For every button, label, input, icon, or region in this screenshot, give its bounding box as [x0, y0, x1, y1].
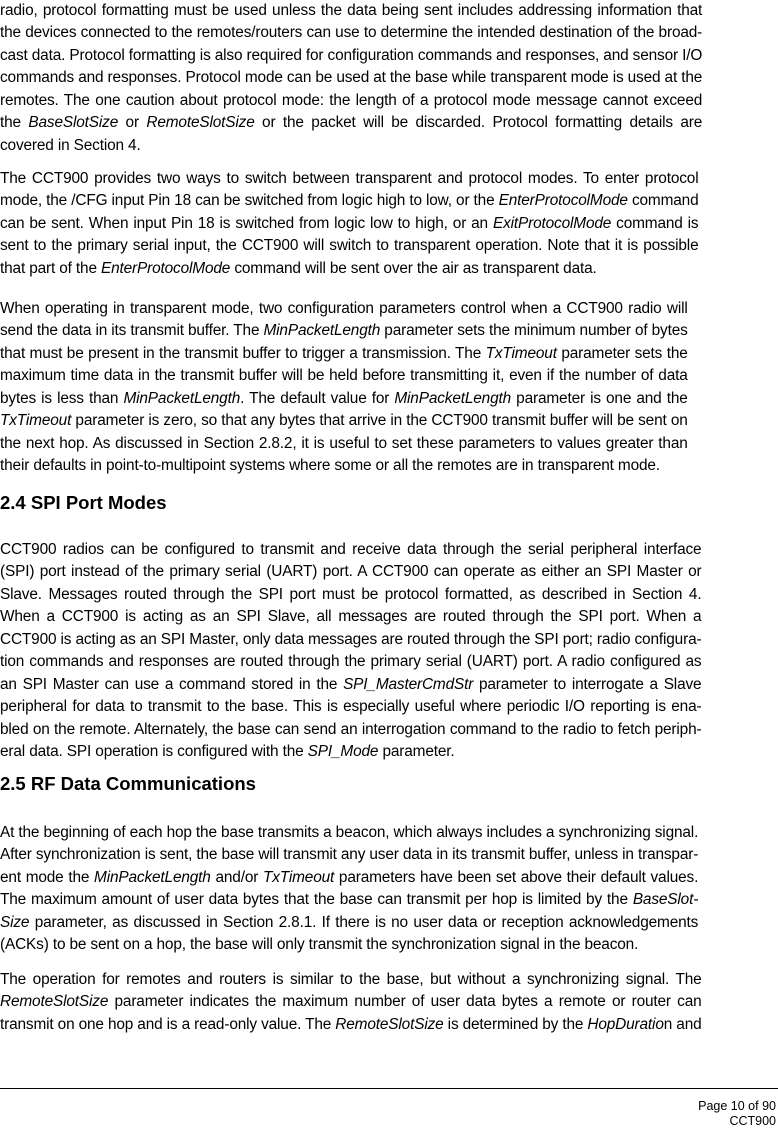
- text-line: mode, the /CFG input Pin 18 can be switched from logic high to low, or the EnterProtocolMode command: [0, 192, 699, 210]
- document-name: CCT900: [729, 1114, 776, 1128]
- text-line: bytes is less than MinPacketLength. The default value for MinPacketLength parameter is one and the: [0, 389, 688, 407]
- parameter-name: ExitProtocolMode: [492, 214, 612, 232]
- text-line: the BaseSlotSize or RemoteSlotSize or the packet will be discarded. Protocol formatting details are: [0, 114, 703, 132]
- text-line: the devices connected to the remotes/routers can use to determine the intended destination of the broad-: [0, 24, 703, 42]
- text-line: Size parameter, as discussed in Section 2.8.1. If there is no user data or reception acknowledgements: [0, 913, 699, 931]
- text-line: covered in Section 4.: [0, 136, 141, 154]
- parameter-name: RemoteSlotSize: [335, 1015, 444, 1033]
- text-line: (SPI) port instead of the primary serial (UART) port. A CCT900 can operate as either an SPI Master or: [0, 563, 702, 581]
- text-line: The CCT900 provides two ways to switch between transparent and protocol modes. To enter protocol: [0, 170, 699, 187]
- text-line: When operating in transparent mode, two configuration parameters control when a CCT900 radio will: [0, 300, 688, 317]
- text-line: RemoteSlotSize parameter indicates the maximum number of user data bytes a remote or router can: [0, 993, 702, 1011]
- text-line: tion commands and responses are routed through the primary serial (UART) port. A radio configured as: [0, 653, 702, 671]
- text-line: peripheral for data to transmit to the base. This is especially useful where periodic I/O reporting is ena-: [0, 698, 702, 716]
- text-line: eral data. SPI operation is configured with the SPI_Mode parameter.: [0, 743, 455, 761]
- text-line: can be sent. When input Pin 18 is switched from logic low to high, or an ExitProtocolMode command is: [0, 214, 699, 232]
- parameter-name: BaseSlot-: [632, 891, 699, 909]
- text-line: Slave. Messages routed through the SPI port must be protocol formatted, as described in Section 4.: [0, 585, 702, 603]
- text-line: ent mode the MinPacketLength and/or TxTimeout parameters have been set above their default values.: [0, 868, 699, 886]
- text-line: cast data. Protocol formatting is also required for configuration commands and responses, and sensor I/O: [0, 46, 703, 64]
- text-line: TxTimeout parameter is zero, so that any bytes that arrive in the CCT900 transmit buffer will be sent on: [0, 412, 688, 430]
- parameter-name: TxTimeout: [0, 412, 72, 430]
- page-footer: [698, 1099, 776, 1129]
- text-line: that must be present in the transmit buffer to trigger a transmission. The TxTimeout parameter sets the: [0, 344, 688, 362]
- paragraph-mode-switching: [0, 168, 698, 280]
- parameter-name: MinPacketLength: [394, 389, 512, 407]
- parameter-name: SPI_MasterCmdStr: [343, 675, 474, 693]
- parameter-name: BaseSlotSize: [28, 114, 119, 132]
- paragraph-remotes-routers: [0, 969, 702, 1036]
- text-line: CCT900 is acting as an SPI Master, only data messages are routed through the SPI port; radio configura-: [0, 630, 702, 648]
- text-line: The operation for remotes and routers is similar to the base, but without a synchronizing signal. The: [0, 971, 702, 988]
- paragraph-base-beacon: [0, 822, 698, 957]
- text-line: the next hop. As discussed in Section 2.8.2, it is useful to set these parameters to values greater than: [0, 434, 688, 452]
- text-line: At the beginning of each hop the base transmits a beacon, which always includes a synchronizing signal.: [0, 824, 699, 841]
- paragraph-protocol-formatting: [0, 0, 702, 157]
- text-line: After synchronization is sent, the base will transmit any user data in its transmit buffer, unless in transpar-: [0, 846, 699, 864]
- footer-divider: [0, 1088, 778, 1089]
- text-line: send the data in its transmit buffer. The MinPacketLength parameter sets the minimum number of bytes: [0, 322, 688, 340]
- text-line: their defaults in point-to-multipoint systems where some or all the remotes are in transparent mode.: [0, 457, 660, 475]
- text-line: bled on the remote. Alternately, the base can send an interrogation command to the radio to fetch periph-: [0, 720, 702, 738]
- text-line: sent to the primary serial input, the CCT900 will switch to transparent operation. Note that it is possible: [0, 237, 699, 255]
- text-line: The maximum amount of user data bytes that the base can transmit per hop is limited by the BaseSlot-: [0, 891, 699, 909]
- text-line: that part of the EnterProtocolMode command will be sent over the air as transparent data.: [0, 259, 597, 277]
- paragraph-spi-port-modes: [0, 539, 701, 764]
- text-line: (ACKs) to be sent on a hop, the base will only transmit the synchronization signal in the beacon.: [0, 936, 639, 954]
- text-line: radio, protocol formatting must be used unless the data being sent includes addressing information that: [0, 2, 703, 19]
- text-line: transmit on one hop and is a read-only value. The RemoteSlotSize is determined by the HopDuration and: [0, 1015, 702, 1033]
- text-line: commands and responses. Protocol mode can be used at the base while transparent mode is used at the: [0, 69, 703, 87]
- parameter-name: TxTimeout: [485, 344, 557, 362]
- parameter-name: MinPacketLength: [123, 389, 241, 407]
- page-number: Page 10 of 90: [698, 1099, 776, 1113]
- text-line: CCT900 radios can be configured to transmit and receive data through the serial peripheral interface: [0, 541, 702, 558]
- text-line: maximum time data in the transmit buffer will be held before transmitting it, even if the number of data: [0, 367, 688, 385]
- paragraph-transparent-mode-params: [0, 298, 688, 478]
- section-heading-spi-port-modes: 2.4 SPI Port Modes: [0, 492, 167, 513]
- parameter-name: Size: [0, 913, 30, 931]
- text-line: remotes. The one caution about protocol mode: the length of a protocol mode message cannot exceed: [0, 91, 703, 109]
- text-line: When a CCT900 is acting as an SPI Slave, all messages are routed through the SPI port. When a: [0, 608, 702, 626]
- section-heading-rf-data-communications: 2.5 RF Data Communications: [0, 773, 256, 794]
- parameter-name: EnterProtocolMode: [498, 192, 628, 210]
- parameter-name: RemoteSlotSize: [146, 114, 255, 132]
- parameter-name: EnterProtocolMode: [100, 259, 231, 277]
- parameter-name: MinPacketLength: [94, 868, 211, 886]
- parameter-name: TxTimeout: [262, 868, 335, 886]
- parameter-name: HopDuratio: [587, 1015, 664, 1033]
- parameter-name: MinPacketLength: [263, 322, 381, 340]
- text-line: an SPI Master can use a command stored in the SPI_MasterCmdStr parameter to interrogate a Slave: [0, 675, 702, 693]
- parameter-name: SPI_Mode: [307, 743, 379, 761]
- parameter-name: RemoteSlotSize: [0, 993, 109, 1011]
